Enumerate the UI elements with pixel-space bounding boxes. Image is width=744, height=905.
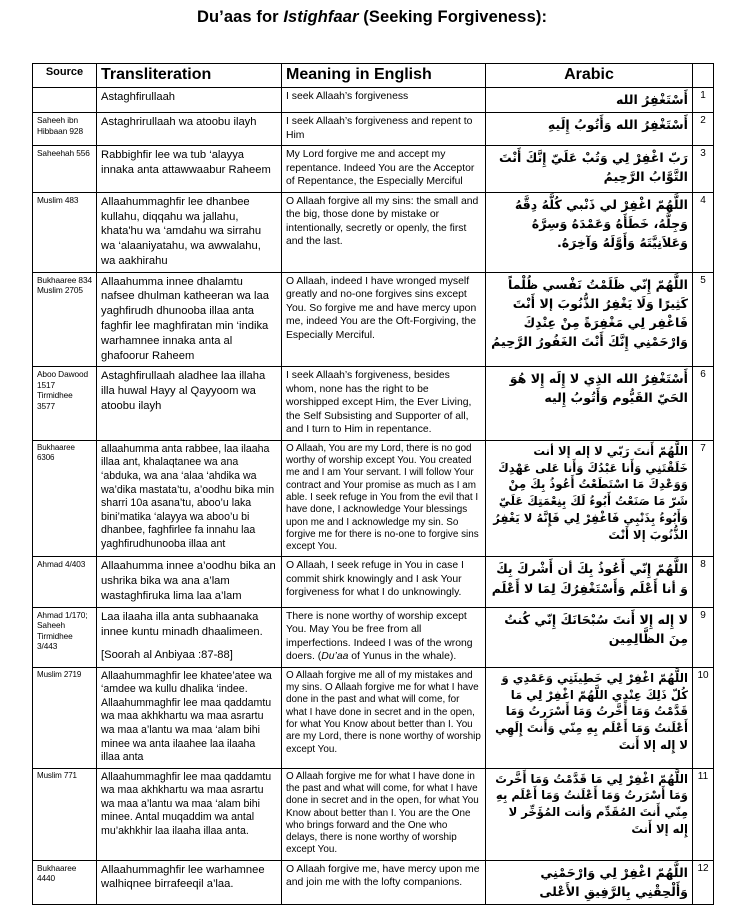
cell-meaning: O Allaah, I seek refuge in You in case I commit shirk knowingly and I ask Your forgiveness for what I do unknowingly. bbox=[282, 557, 486, 607]
column-header-transliteration: Transliteration bbox=[97, 64, 282, 88]
column-header-number bbox=[693, 64, 714, 88]
cell-number: 7 bbox=[693, 440, 714, 557]
cell-source: Saheeh ibn Hibbaan 928 bbox=[33, 113, 97, 146]
cell-meaning: My Lord forgive me and accept my repentance. Indeed You are the Acceptor of Repentance, the Especially Merciful bbox=[282, 146, 486, 193]
cell-arabic: اللَّهُمّ اغْفِرْ لِي وَارْحَمْنِي وَأَلْحِقْنِي بِالرَّفِيقِ الأَعْلى bbox=[486, 860, 693, 904]
column-header-arabic: Arabic bbox=[486, 64, 693, 88]
table-row bbox=[33, 192, 714, 272]
cell-meaning: O Allaah, You are my Lord, there is no god worthy of worship except You. You created me and I am Your servant. I will follow Your contract and Your promise as much as I am able. I seek refuge in You from the evil that I have done, I acknowledge Your blessings upon me and I acknowledge my sin. So forgive me for there is no-one to forgive sins except You. bbox=[282, 440, 486, 557]
cell-number: 2 bbox=[693, 113, 714, 146]
cell-source: Aboo Dawood 1517 Tirmidhee 3577 bbox=[33, 367, 97, 441]
cell-meaning: O Allaah forgive me for what I have done in the past and what will come, for what I have done in secret and in the open, for what You Know about better than I. You are the One who brings forward and the One who delays, there is none worthy of worship except You. bbox=[282, 768, 486, 860]
table-row bbox=[33, 667, 714, 768]
cell-arabic: اللَّهُمّ اغْفِرْ لي ذَنْبي كُلَّهُ دِقَّهُ وَجِلَّهُ، خَطَأَهُ وَعَمْدَهُ وَسِرَّهُ وَعَلاَنِيَّتَهُ وَأَوَّلَهُ وَآخِرَهُ. bbox=[486, 192, 693, 272]
cell-transliteration: Allaahummaghfir lee dhanbee kullahu, diqqahu wa jallahu, khata'hu wa ‘amdahu wa sirrahu wa ‘alaaniyatahu, wa awwalahu, wa aakhirahu bbox=[97, 192, 282, 272]
page-title-part2: (Seeking Forgiveness): bbox=[358, 8, 548, 26]
cell-arabic: رَبّ اغْفِرْ لِي وَتُبْ عَلَيّ إِنَّكَ أَنْتَ التَّوَّابُ الرَّحِيمُ bbox=[486, 146, 693, 193]
table-header bbox=[33, 64, 714, 88]
cell-meaning: I seek Allaah’s forgiveness bbox=[282, 88, 486, 113]
table-row bbox=[33, 768, 714, 860]
cell-number: 6 bbox=[693, 367, 714, 441]
cell-arabic: اللَّهُمّ اغْفِرْ لِي خَطِيئَتِي وَعَمْدِي وَ كُلّ ذَلِكَ عِنْدِي اللَّهُمّ اغْفِرْ لِي مَا قَدَّمْتُ وَمَا أَخَّرتُ وَمَا أَسْرَرتُ وَمَا أَعْلَنتُ وَمَا أَعْلَم بِهِ مِنّي وَأَنتَ إِلَهِي لا إِله إلا أَنتَ bbox=[486, 667, 693, 768]
cell-transliteration: Allaahummaghfir lee maa qaddamtu wa maa akhkhartu wa maa asrartu wa maa a’lantu wa maa ‘alam bihi minee. Antal muqaddim wa antal mu’akhkhir laa ilaaha illaa anta. bbox=[97, 768, 282, 860]
cell-arabic: اللَّهُمّ إِنّي ظَلَمْتُ نَفْسي ظُلْماً كَثِيرًا وَلَا يَغْفِرُ الذُّنُوبَ إلا أَنْتَ فَاغْفِر لِي مَغْفِرَةً مِنْ عِنْدِكَ وَارْحَمْنِي إِنَّكَ أَنْتَ الغَفُورُ الرَّحِيمُ bbox=[486, 272, 693, 367]
cell-number: 10 bbox=[693, 667, 714, 768]
cell-arabic: اللَّهُمّ إِنّي أَعُوذُ بِكَ أن أَشْركَ بِكَ وَ أنا أَعْلَم وَأَسْتَغْفِرُكَ لِمَا لا أَعْلَم bbox=[486, 557, 693, 607]
cell-transliteration bbox=[97, 607, 282, 667]
cell-transliteration: Astaghfirullaah aladhee laa illaha illa huwal Hayy al Qayyoom wa atoobu ilayh bbox=[97, 367, 282, 441]
page-title-part1: Du’aas for bbox=[196, 8, 284, 26]
cell-meaning bbox=[282, 607, 486, 667]
table-row bbox=[33, 88, 714, 113]
cell-number: 12 bbox=[693, 860, 714, 904]
page-title-italic: Istighfaar bbox=[283, 8, 359, 26]
column-header-source: Source bbox=[33, 64, 97, 88]
cell-arabic: أَسْتَغْفِرُ الله الذِي لا إِلَه إِلا هُوَ الحَيّ القَيُّوم وَأَتُوبُ إِليه bbox=[486, 367, 693, 441]
cell-source: Ahmad 4/403 bbox=[33, 557, 97, 607]
cell-transliteration: Astaghfirullaah bbox=[97, 88, 282, 113]
meaning-tail: of Yunus in the whale). bbox=[348, 651, 457, 663]
table-header-row bbox=[33, 64, 714, 88]
table-body bbox=[33, 88, 714, 905]
cell-meaning: O Allaah forgive me, have mercy upon me and join me with the lofty companions. bbox=[282, 860, 486, 904]
duaa-table bbox=[32, 63, 714, 905]
cell-meaning: O Allaah forgive all my sins: the small and the big, those done by mistake or intentionally, secretly or openly, the first and the last. bbox=[282, 192, 486, 272]
cell-arabic: اللَّهُمّ اغْفِرْ لِي مَا قَدَّمْتُ وَمَا أَخَّرتَ وَمَا أَسْرَرتُ وَمَا أَعْلَنتُ وَمَا أَعْلَم بِهِ مِنّي أَنتَ المُقَدِّم وَأنت المُؤَخِّر لا إِله إلا أَنتَ bbox=[486, 768, 693, 860]
cell-arabic: اللَّهُمّ أَنتَ رَبّي لا إله إلا أنت خَلَقْتَنِي وَأَنا عَبْدُكَ وَأَنا عَلى عَهْدِكَ وَوَعْدِكَ مَا اسْتَطَعْتُ أَعُوذُ بِكَ مِنْ شَرّ مَا صَنَعْتُ أَبُوءُ لَكَ بِنِعْمَتِكَ عَلَيّ وَأَبُوءُ بِذَنْبِي فَاغْفِرْ لِي فَإِنَّهُ لا يَغْفِرُ الذُّنُوبَ إلا أَنْتَ bbox=[486, 440, 693, 557]
cell-source: Muslim 771 bbox=[33, 768, 97, 860]
meaning-text: There is none worthy of worship except You. May You be free from all imperfections. Indeed I was of the wrong doers. ( bbox=[286, 610, 473, 663]
cell-meaning: O Allaah, indeed I have wronged myself greatly and no-one forgives sins except You. So forgive me and have mercy upon me, indeed You are the Oft-Forgiving, the Especially Merciful. bbox=[282, 272, 486, 367]
cell-transliteration: Astaghrirullaah wa atoobu ilayh bbox=[97, 113, 282, 146]
cell-arabic: لا إِله إِلا أَنتَ سُبْحَانَكَ إِنّي كُنتُ مِنَ الظَّالِمِين bbox=[486, 607, 693, 667]
column-header-meaning: Meaning in English bbox=[282, 64, 486, 88]
cell-arabic: أَسْتَغْفِرُ الله bbox=[486, 88, 693, 113]
meaning-emphasis: Du’aa bbox=[321, 651, 349, 663]
table-row bbox=[33, 113, 714, 146]
cell-number: 8 bbox=[693, 557, 714, 607]
cell-meaning: I seek Allaah’s forgiveness and repent to Him bbox=[282, 113, 486, 146]
page-title bbox=[0, 0, 744, 27]
cell-transliteration: Allaahummaghfir lee khatee’atee wa ‘amdee wa kullu dhalika ‘indee. Allaahummaghfir lee maa qaddamtu wa maa akhkhartu wa maa asrartu wa maa a’lantu wa maa ‘alam bihi minee wa anta ilaahee laa ilaaha illaa anta bbox=[97, 667, 282, 768]
cell-meaning: O Allaah forgive me all of my mistakes and my sins. O Allaah forgive me for what I have done in the past and what will come, for what I have done in secret and in the open, for what You Know about better than I. You are my Lord, there is none worthy of worship except You. bbox=[282, 667, 486, 768]
cell-transliteration: allaahumma anta rabbee, laa ilaaha illaa ant, khalaqtanee wa ana ‘abduka, wa ana ‘alaa ‘ahdika wa wa’dika mastata’tu, a’oodhu bika min sharri 10a asana’tu, aboo’u laka bini’matika ‘alayya wa aboo’u bi dhanbee, faghfirlee fa innahu laa yaghfirudhunooba illaa ant bbox=[97, 440, 282, 557]
cell-source: Saheehah 556 bbox=[33, 146, 97, 193]
cell-number: 4 bbox=[693, 192, 714, 272]
table-row bbox=[33, 860, 714, 904]
table-row bbox=[33, 557, 714, 607]
cell-number: 9 bbox=[693, 607, 714, 667]
cell-source: Bukhaaree 4440 bbox=[33, 860, 97, 904]
table-row bbox=[33, 146, 714, 193]
transliteration-text: Laa ilaaha illa anta subhaanaka innee kuntu minadh dhaalimeen. bbox=[101, 610, 263, 638]
duaa-table-container bbox=[32, 63, 713, 905]
table-row bbox=[33, 440, 714, 557]
table-row bbox=[33, 272, 714, 367]
cell-number: 3 bbox=[693, 146, 714, 193]
cell-arabic: أَسْتَغْفِرُ الله وَأَتُوبُ إِلَيهِ bbox=[486, 113, 693, 146]
cell-source: Muslim 2719 bbox=[33, 667, 97, 768]
transliteration-reference: [Soorah al Anbiyaa :87-88] bbox=[101, 649, 233, 662]
cell-source: Ahmad 1/170; Saheeh Tirmidhee 3/443 bbox=[33, 607, 97, 667]
cell-source: Bukhaaree 6306 bbox=[33, 440, 97, 557]
table-row bbox=[33, 607, 714, 667]
cell-number: 11 bbox=[693, 768, 714, 860]
cell-transliteration: Allaahumma innee a’oodhu bika an ushrika bika wa ana a’lam wastaghfiruka lima laa a’lam bbox=[97, 557, 282, 607]
cell-transliteration: Allaahumma innee dhalamtu nafsee dhulman katheeran wa laa yaghfirudh dhunooba illaa anta faghfir lee maghfiratan min ‘indika warhamnee innaka anta al ghafoorur Raheem bbox=[97, 272, 282, 367]
cell-transliteration: Allaahummaghfir lee warhamnee walhiqnee birrafeeqil a’laa. bbox=[97, 860, 282, 904]
cell-transliteration: Rabbighfir lee wa tub ‘alayya innaka anta attawwaabur Raheem bbox=[97, 146, 282, 193]
table-row bbox=[33, 367, 714, 441]
cell-source: Bukhaaree 834 Muslim 2705 bbox=[33, 272, 97, 367]
cell-meaning: I seek Allaah’s forgiveness, besides whom, none has the right to be worshipped except Him, the Ever Living, the Self Subsisting and Supporter of all, and I turn to Him in repentance. bbox=[282, 367, 486, 441]
cell-number: 1 bbox=[693, 88, 714, 113]
cell-source: Muslim 483 bbox=[33, 192, 97, 272]
cell-source bbox=[33, 88, 97, 113]
cell-number: 5 bbox=[693, 272, 714, 367]
